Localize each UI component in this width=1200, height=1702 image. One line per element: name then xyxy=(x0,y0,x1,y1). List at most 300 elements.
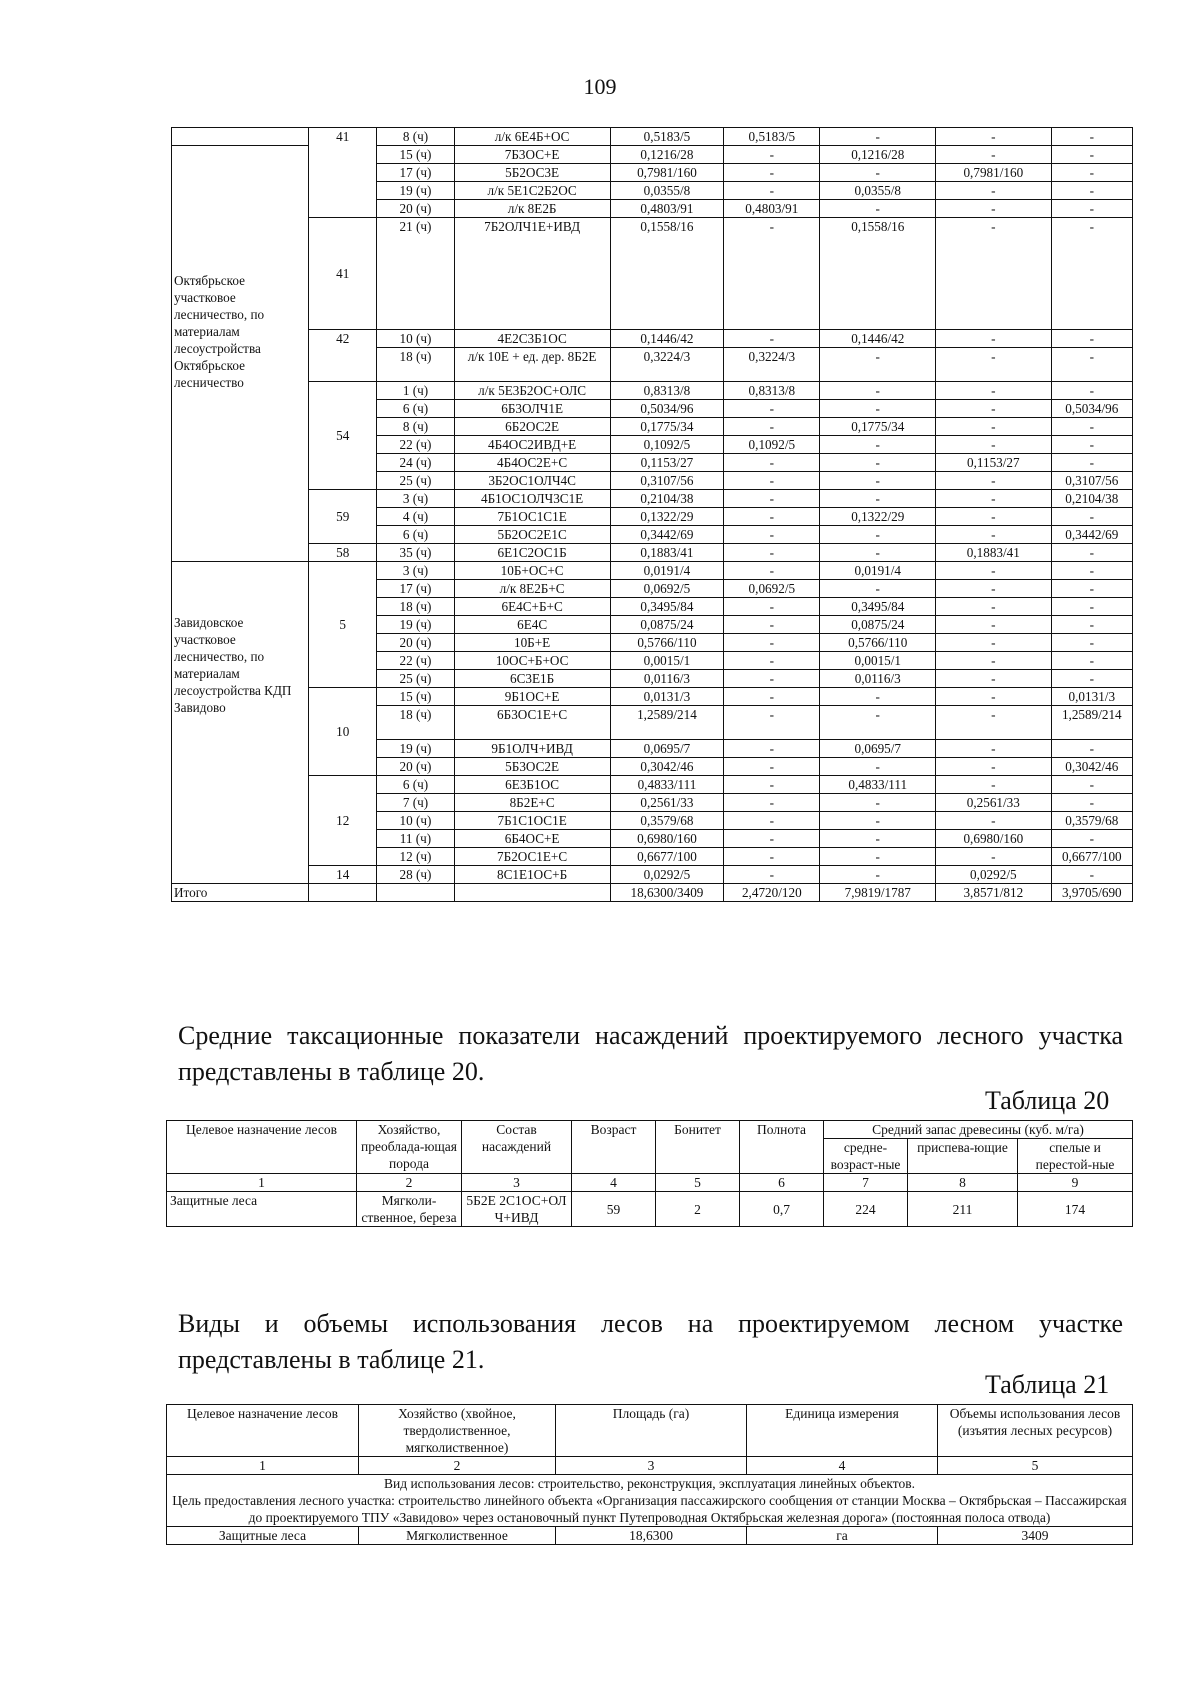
ripening-cell: - xyxy=(936,330,1052,348)
composition-cell: 10Б+Е xyxy=(454,634,610,652)
young-cell: 0,1092/5 xyxy=(724,436,820,454)
young-cell: - xyxy=(724,472,820,490)
vydel-cell: 11 (ч) xyxy=(377,830,454,848)
ripening-cell: - xyxy=(936,758,1052,776)
vydel-cell: 19 (ч) xyxy=(377,740,454,758)
ripening-cell: - xyxy=(936,580,1052,598)
ripening-cell: - xyxy=(936,490,1052,508)
vydel-cell: 3 (ч) xyxy=(377,490,454,508)
ripe-cell: - xyxy=(1051,562,1132,580)
ripe-cell: - xyxy=(1051,634,1132,652)
vydel-cell: 6 (ч) xyxy=(377,526,454,544)
ripe-cell: 0,3107/56 xyxy=(1051,472,1132,490)
t20-data-cell: 0,7 xyxy=(740,1192,824,1227)
composition-cell: 10ОС+Б+ОС xyxy=(454,652,610,670)
young-cell: - xyxy=(724,182,820,200)
ripe-cell: - xyxy=(1051,146,1132,164)
area-cell: 0,6677/100 xyxy=(610,848,723,866)
t21-number-cell: 5 xyxy=(938,1457,1133,1475)
vydel-cell: 4 (ч) xyxy=(377,508,454,526)
ripening-cell: - xyxy=(936,598,1052,616)
t20-number-cell: 1 xyxy=(167,1174,357,1192)
ripening-cell: - xyxy=(936,634,1052,652)
middle-cell: - xyxy=(820,164,936,182)
middle-cell: - xyxy=(820,490,936,508)
t20-number-cell: 5 xyxy=(656,1174,740,1192)
middle-cell: - xyxy=(820,454,936,472)
composition-cell: 5Б2ОС2Е1С xyxy=(454,526,610,544)
kvartal-cell: 41 xyxy=(308,128,376,218)
total-row xyxy=(172,884,1133,902)
table-row xyxy=(172,866,1133,884)
young-cell: - xyxy=(724,830,820,848)
ripe-cell: 0,0131/3 xyxy=(1051,688,1132,706)
t21-number-cell: 3 xyxy=(556,1457,747,1475)
total-empty xyxy=(308,884,376,902)
kvartal-cell: 10 xyxy=(308,688,376,776)
composition-cell: 4Б4ОС2ИВД+Е xyxy=(454,436,610,454)
young-cell: - xyxy=(724,418,820,436)
t21-info xyxy=(167,1475,1133,1527)
t21-number-cell: 2 xyxy=(359,1457,556,1475)
area-cell: 0,3042/46 xyxy=(610,758,723,776)
t20-number-cell: 6 xyxy=(740,1174,824,1192)
middle-cell: 0,1216/28 xyxy=(820,146,936,164)
ripe-cell: - xyxy=(1051,598,1132,616)
kvartal-cell: 41 xyxy=(308,218,376,330)
table-20 xyxy=(166,1120,1133,1227)
area-cell: 0,1558/16 xyxy=(610,218,723,330)
young-cell: 0,8313/8 xyxy=(724,382,820,400)
vydel-cell: 24 (ч) xyxy=(377,454,454,472)
vydel-cell: 20 (ч) xyxy=(377,634,454,652)
ripening-cell: - xyxy=(936,812,1052,830)
area-cell: 0,1092/5 xyxy=(610,436,723,454)
area-cell: 0,2561/33 xyxy=(610,794,723,812)
t20-data-cell: Мягколи-ственное, береза xyxy=(357,1192,462,1227)
area-cell: 0,1153/27 xyxy=(610,454,723,472)
area-cell: 0,0191/4 xyxy=(610,562,723,580)
middle-cell: 0,0355/8 xyxy=(820,182,936,200)
composition-cell: 6Б3ОЛЧ1Е xyxy=(454,400,610,418)
young-cell: - xyxy=(724,146,820,164)
composition-cell: 6Е3Б1ОС xyxy=(454,776,610,794)
t20-header-density: Полнота xyxy=(740,1121,824,1174)
group-label-oktyabrskoe: Октябрьское участковое лесничество, по материалам лесоустройства Октябрьское лесничество xyxy=(172,146,309,562)
ripe-cell: - xyxy=(1051,218,1132,330)
vydel-cell: 10 (ч) xyxy=(377,812,454,830)
middle-cell: - xyxy=(820,200,936,218)
ripening-cell: - xyxy=(936,182,1052,200)
young-cell: - xyxy=(724,544,820,562)
ripening-cell: - xyxy=(936,670,1052,688)
vydel-cell: 20 (ч) xyxy=(377,758,454,776)
middle-cell: 0,0015/1 xyxy=(820,652,936,670)
forest-plots-body xyxy=(172,128,1133,902)
vydel-cell: 10 (ч) xyxy=(377,330,454,348)
young-cell: - xyxy=(724,758,820,776)
young-cell: - xyxy=(724,652,820,670)
vydel-cell: 19 (ч) xyxy=(377,616,454,634)
ripe-cell: - xyxy=(1051,508,1132,526)
area-cell: 0,0692/5 xyxy=(610,580,723,598)
ripe-cell: - xyxy=(1051,794,1132,812)
ripening-cell: - xyxy=(936,146,1052,164)
area-cell: 0,3495/84 xyxy=(610,598,723,616)
area-cell: 0,1883/41 xyxy=(610,544,723,562)
young-cell: - xyxy=(724,490,820,508)
ripening-cell: - xyxy=(936,218,1052,330)
t20-header-purpose: Целевое назначение лесов xyxy=(167,1121,357,1174)
ripe-cell: - xyxy=(1051,616,1132,634)
kvartal-cell: 54 xyxy=(308,382,376,490)
vydel-cell: 8 (ч) xyxy=(377,128,454,146)
table-row xyxy=(172,544,1133,562)
middle-cell: 0,5766/110 xyxy=(820,634,936,652)
area-cell: 0,0116/3 xyxy=(610,670,723,688)
ripe-cell: - xyxy=(1051,128,1132,146)
composition-cell: 6Е1С2ОС1Б xyxy=(454,544,610,562)
t21-data-cell: Защитные леса xyxy=(167,1527,359,1545)
paragraph-table20: Средние таксационные показатели насаждений проектируемого лесного участка представлены в таблице 20. xyxy=(178,1021,1123,1086)
composition-cell: 6Б4ОС+Е xyxy=(454,830,610,848)
ripe-cell: - xyxy=(1051,200,1132,218)
table-row xyxy=(172,382,1133,400)
middle-cell: - xyxy=(820,706,936,740)
area-cell: 0,7981/160 xyxy=(610,164,723,182)
ripe-cell: - xyxy=(1051,670,1132,688)
area-cell: 0,5183/5 xyxy=(610,128,723,146)
middle-cell: - xyxy=(820,400,936,418)
middle-cell: - xyxy=(820,526,936,544)
t21-number-cell: 1 xyxy=(167,1457,359,1475)
middle-cell: - xyxy=(820,830,936,848)
vydel-cell: 6 (ч) xyxy=(377,776,454,794)
ripe-cell: 0,3579/68 xyxy=(1051,812,1132,830)
ripe-cell: - xyxy=(1051,330,1132,348)
area-cell: 0,1446/42 xyxy=(610,330,723,348)
middle-cell: 0,1446/42 xyxy=(820,330,936,348)
total-value: 7,9819/1787 xyxy=(820,884,936,902)
ripening-cell: - xyxy=(936,526,1052,544)
composition-cell: 7Б1ОС1С1Е xyxy=(454,508,610,526)
composition-cell: 9Б1ОС+Е xyxy=(454,688,610,706)
ripe-cell: - xyxy=(1051,652,1132,670)
vydel-cell: 25 (ч) xyxy=(377,472,454,490)
young-cell: 0,5183/5 xyxy=(724,128,820,146)
t21-header-cell: Целевое назначение лесов xyxy=(167,1405,359,1457)
composition-cell: 6Е4С+Б+С xyxy=(454,598,610,616)
middle-cell: - xyxy=(820,794,936,812)
t20-header-farm: Хозяйство, преоблада-ющая порода xyxy=(357,1121,462,1174)
vydel-cell: 17 (ч) xyxy=(377,580,454,598)
table-row xyxy=(172,776,1133,794)
middle-cell: 0,4833/111 xyxy=(820,776,936,794)
young-cell: - xyxy=(724,562,820,580)
t21-data-cell: Мягколиственное xyxy=(359,1527,556,1545)
composition-cell: 5Б2ОС3Е xyxy=(454,164,610,182)
t21-info-line2: Цель предоставления лесного участка: строительство линейного объекта «Организация пассажирского сообщения от станции Москва – Октябрьская – Пассажирская до проектируемого ТПУ «Завидово» через остановочный пункт Путепроводная Октябрьская железная дорога» (постоянная полоса отвода) xyxy=(172,1493,1127,1525)
young-cell: 0,0692/5 xyxy=(724,580,820,598)
area-cell: 0,3579/68 xyxy=(610,812,723,830)
t20-header-bonitet: Бонитет xyxy=(656,1121,740,1174)
area-cell: 0,6980/160 xyxy=(610,830,723,848)
composition-cell: л/к 6Е4Б+ОС xyxy=(454,128,610,146)
area-cell: 0,3107/56 xyxy=(610,472,723,490)
ripe-cell: 1,2589/214 xyxy=(1051,706,1132,740)
ripe-cell: - xyxy=(1051,382,1132,400)
young-cell: - xyxy=(724,812,820,830)
young-cell: - xyxy=(724,526,820,544)
young-cell: - xyxy=(724,218,820,330)
kvartal-cell: 12 xyxy=(308,776,376,866)
composition-cell: 7Б2ОС1Е+С xyxy=(454,848,610,866)
vydel-cell: 25 (ч) xyxy=(377,670,454,688)
middle-cell: - xyxy=(820,688,936,706)
ripening-cell: - xyxy=(936,472,1052,490)
composition-cell: 9Б1ОЛЧ+ИВД xyxy=(454,740,610,758)
ripe-cell: - xyxy=(1051,348,1132,382)
kvartal-cell: 42 xyxy=(308,330,376,382)
vydel-cell: 12 (ч) xyxy=(377,848,454,866)
composition-cell: 7Б2ОЛЧ1Е+ИВД xyxy=(454,218,610,330)
composition-cell: 4Е2С3Б1ОС xyxy=(454,330,610,348)
middle-cell: - xyxy=(820,348,936,382)
area-cell: 0,4833/111 xyxy=(610,776,723,794)
area-cell: 0,5766/110 xyxy=(610,634,723,652)
t21-header-cell: Единица измерения xyxy=(747,1405,938,1457)
young-cell: - xyxy=(724,330,820,348)
middle-cell: - xyxy=(820,472,936,490)
ripening-cell: - xyxy=(936,616,1052,634)
table-21 xyxy=(166,1404,1133,1545)
young-cell: - xyxy=(724,598,820,616)
composition-cell: 8С1Е1ОС+Б xyxy=(454,866,610,884)
composition-cell: 6С3Е1Б xyxy=(454,670,610,688)
t20-number-cell: 4 xyxy=(572,1174,656,1192)
vydel-cell: 35 (ч) xyxy=(377,544,454,562)
kvartal-cell: 5 xyxy=(308,562,376,688)
composition-cell: 7Б3ОС+Е xyxy=(454,146,610,164)
area-cell: 0,0355/8 xyxy=(610,182,723,200)
composition-cell: 6Б3ОС1Е+С xyxy=(454,706,610,740)
t21-info-line1: Вид использования лесов: строительство, реконструкция, эксплуатация линейных объектов. xyxy=(383,1476,916,1491)
t21-data-cell: 3409 xyxy=(938,1527,1133,1545)
young-cell: - xyxy=(724,616,820,634)
young-cell: - xyxy=(724,688,820,706)
kvartal-cell: 14 xyxy=(308,866,376,884)
middle-cell: 0,1322/29 xyxy=(820,508,936,526)
ripe-cell: - xyxy=(1051,740,1132,758)
t21-header-cell: Объемы использования лесов (изъятия лесных ресурсов) xyxy=(938,1405,1133,1457)
vydel-cell: 20 (ч) xyxy=(377,200,454,218)
ripening-cell: - xyxy=(936,848,1052,866)
middle-cell: 0,0116/3 xyxy=(820,670,936,688)
area-cell: 0,0875/24 xyxy=(610,616,723,634)
caption-table21: Таблица 21 xyxy=(985,1370,1110,1399)
t20-number-cell: 7 xyxy=(824,1174,908,1192)
ripe-cell: - xyxy=(1051,418,1132,436)
vydel-cell: 28 (ч) xyxy=(377,866,454,884)
ripening-cell: - xyxy=(936,706,1052,740)
ripe-cell: - xyxy=(1051,580,1132,598)
area-cell: 0,3224/3 xyxy=(610,348,723,382)
composition-cell: 5Б3ОС2Е xyxy=(454,758,610,776)
ripening-cell: - xyxy=(936,382,1052,400)
middle-cell: - xyxy=(820,758,936,776)
middle-cell: - xyxy=(820,436,936,454)
table-row xyxy=(172,218,1133,330)
middle-cell: 0,0191/4 xyxy=(820,562,936,580)
t20-data-cell: 224 xyxy=(824,1192,908,1227)
ripening-cell: 0,1883/41 xyxy=(936,544,1052,562)
ripe-cell: - xyxy=(1051,776,1132,794)
ripening-cell: 0,2561/33 xyxy=(936,794,1052,812)
middle-cell: - xyxy=(820,544,936,562)
t20-number-cell: 2 xyxy=(357,1174,462,1192)
t20-header-stock-ripening: приспева-ющие xyxy=(908,1139,1018,1174)
ripening-cell: - xyxy=(936,562,1052,580)
t20-header-stock: Средний запас древесины (куб. м/га) xyxy=(824,1121,1133,1139)
ripe-cell: 0,2104/38 xyxy=(1051,490,1132,508)
ripening-cell: - xyxy=(936,348,1052,382)
area-cell: 0,0292/5 xyxy=(610,866,723,884)
ripe-cell: 0,3442/69 xyxy=(1051,526,1132,544)
young-cell: - xyxy=(724,866,820,884)
young-cell: - xyxy=(724,454,820,472)
composition-cell: л/к 8Е2Б+С xyxy=(454,580,610,598)
middle-cell: - xyxy=(820,580,936,598)
t21-data-cell: га xyxy=(747,1527,938,1545)
t20-header-stock-ripe: спелые и перестой-ные xyxy=(1018,1139,1133,1174)
middle-cell: 0,0875/24 xyxy=(820,616,936,634)
ripening-cell: 0,1153/27 xyxy=(936,454,1052,472)
middle-cell: - xyxy=(820,848,936,866)
vydel-cell: 17 (ч) xyxy=(377,164,454,182)
middle-cell: - xyxy=(820,382,936,400)
kvartal-cell: 59 xyxy=(308,490,376,544)
ripe-cell: - xyxy=(1051,454,1132,472)
area-cell: 0,1216/28 xyxy=(610,146,723,164)
t20-number-cell: 9 xyxy=(1018,1174,1133,1192)
young-cell: - xyxy=(724,670,820,688)
middle-cell: 0,1775/34 xyxy=(820,418,936,436)
area-cell: 0,3442/69 xyxy=(610,526,723,544)
ripening-cell: 0,0292/5 xyxy=(936,866,1052,884)
composition-cell: л/к 5Е1С2Б2ОС xyxy=(454,182,610,200)
ripening-cell: - xyxy=(936,740,1052,758)
kvartal-cell: 58 xyxy=(308,544,376,562)
vydel-cell: 15 (ч) xyxy=(377,146,454,164)
total-value: 3,9705/690 xyxy=(1051,884,1132,902)
composition-cell: 6Е4С xyxy=(454,616,610,634)
young-cell: - xyxy=(724,634,820,652)
t20-header-age: Возраст xyxy=(572,1121,656,1174)
composition-cell: 10Б+ОС+С xyxy=(454,562,610,580)
young-cell: 0,3224/3 xyxy=(724,348,820,382)
middle-cell: - xyxy=(820,128,936,146)
ripening-cell: - xyxy=(936,400,1052,418)
area-cell: 0,8313/8 xyxy=(610,382,723,400)
vydel-cell: 7 (ч) xyxy=(377,794,454,812)
middle-cell: - xyxy=(820,866,936,884)
area-cell: 0,1775/34 xyxy=(610,418,723,436)
area-cell: 0,5034/96 xyxy=(610,400,723,418)
t21-number-cell: 4 xyxy=(747,1457,938,1475)
area-cell: 0,0015/1 xyxy=(610,652,723,670)
ripe-cell: 0,5034/96 xyxy=(1051,400,1132,418)
young-cell: 0,4803/91 xyxy=(724,200,820,218)
total-value: 2,4720/120 xyxy=(724,884,820,902)
vydel-cell: 15 (ч) xyxy=(377,688,454,706)
t20-data-cell: 211 xyxy=(908,1192,1018,1227)
ripening-cell: - xyxy=(936,652,1052,670)
t20-data-row xyxy=(167,1192,1133,1227)
young-cell: - xyxy=(724,164,820,182)
ripening-cell: 0,6980/160 xyxy=(936,830,1052,848)
ripening-cell: - xyxy=(936,508,1052,526)
ripening-cell: - xyxy=(936,418,1052,436)
composition-cell: 4Б1ОС1ОЛЧ3С1Е xyxy=(454,490,610,508)
t21-header-cell: Хозяйство (хвойное, твердолиственное, мягколиственное) xyxy=(359,1405,556,1457)
ripening-cell: - xyxy=(936,688,1052,706)
t20-data-cell: Защитные леса xyxy=(167,1192,357,1227)
ripe-cell: 0,3042/46 xyxy=(1051,758,1132,776)
middle-cell: 0,3495/84 xyxy=(820,598,936,616)
ripening-cell: - xyxy=(936,200,1052,218)
vydel-cell: 18 (ч) xyxy=(377,348,454,382)
vydel-cell: 1 (ч) xyxy=(377,382,454,400)
t20-number-cell: 3 xyxy=(462,1174,572,1192)
total-empty xyxy=(377,884,454,902)
vydel-cell: 3 (ч) xyxy=(377,562,454,580)
t20-data-cell: 2 xyxy=(656,1192,740,1227)
total-empty xyxy=(454,884,610,902)
total-label: Итого xyxy=(172,884,309,902)
ripening-cell: - xyxy=(936,776,1052,794)
composition-cell: 4Б4ОС2Е+С xyxy=(454,454,610,472)
vydel-cell: 22 (ч) xyxy=(377,652,454,670)
young-cell: - xyxy=(724,400,820,418)
composition-cell: 6Б2ОС2Е xyxy=(454,418,610,436)
total-value: 18,6300/3409 xyxy=(610,884,723,902)
area-cell: 1,2589/214 xyxy=(610,706,723,740)
composition-cell: 7Б1С1ОС1Е xyxy=(454,812,610,830)
area-cell: 0,0695/7 xyxy=(610,740,723,758)
table-row xyxy=(172,490,1133,508)
t20-data-cell: 59 xyxy=(572,1192,656,1227)
t20-data-cell: 5Б2Е 2С1ОС+ОЛ Ч+ИВД xyxy=(462,1192,572,1227)
total-value: 3,8571/812 xyxy=(936,884,1052,902)
young-cell: - xyxy=(724,794,820,812)
t20-number-row xyxy=(167,1174,1133,1192)
ripe-cell: 0,6677/100 xyxy=(1051,848,1132,866)
group-label-empty xyxy=(172,128,309,146)
vydel-cell: 18 (ч) xyxy=(377,598,454,616)
table-row xyxy=(172,330,1133,348)
ripe-cell: - xyxy=(1051,830,1132,848)
composition-cell: 3Б2ОС1ОЛЧ4С xyxy=(454,472,610,490)
t20-header-composition: Состав насаждений xyxy=(462,1121,572,1174)
ripening-cell: - xyxy=(936,436,1052,454)
vydel-cell: 21 (ч) xyxy=(377,218,454,330)
composition-cell: л/к 8Е2Б xyxy=(454,200,610,218)
t21-header-row xyxy=(167,1405,1133,1457)
middle-cell: 0,0695/7 xyxy=(820,740,936,758)
area-cell: 0,0131/3 xyxy=(610,688,723,706)
ripening-cell: 0,7981/160 xyxy=(936,164,1052,182)
t21-data-row xyxy=(167,1527,1133,1545)
